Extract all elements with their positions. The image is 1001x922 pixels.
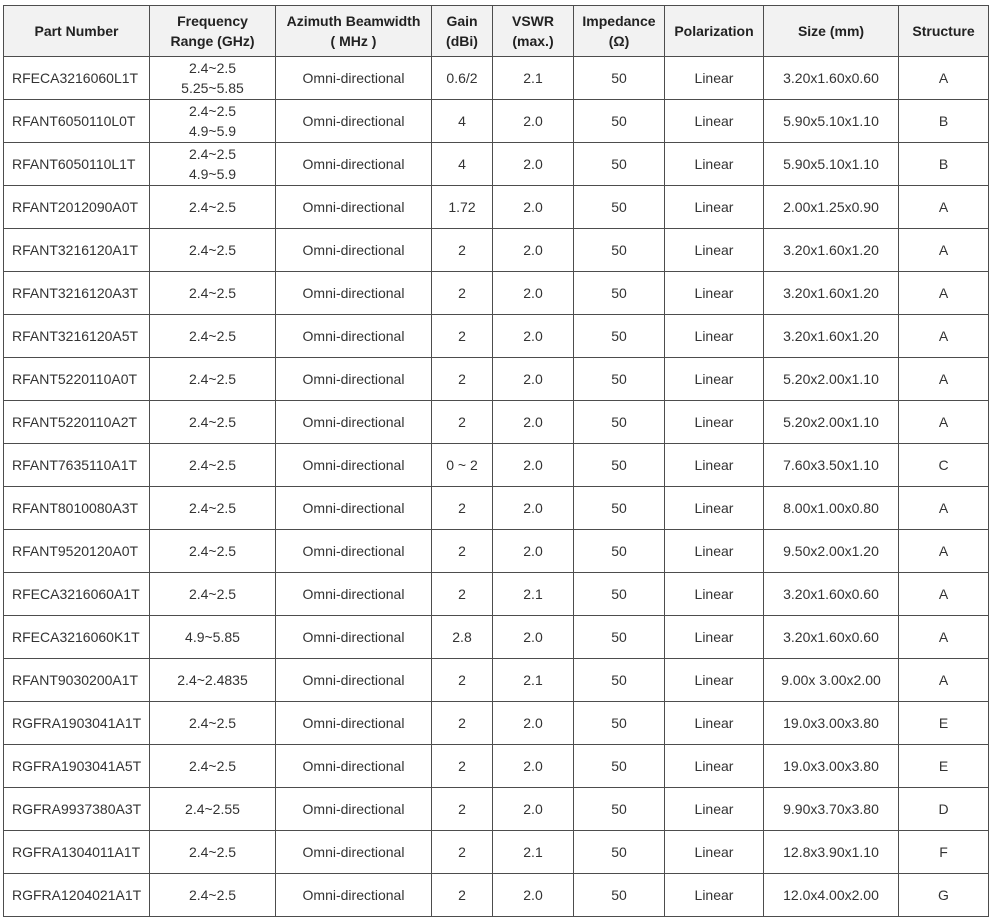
size-cell: 12.0x4.00x2.00 (764, 874, 899, 917)
polarization-cell: Linear (665, 272, 764, 315)
structure-cell: A (899, 401, 989, 444)
structure-cell: D (899, 788, 989, 831)
gain-cell: 2 (432, 573, 493, 616)
vswr-cell: 2.1 (493, 831, 574, 874)
beamwidth-cell: Omni-directional (276, 788, 432, 831)
header-vswr-line: (max.) (512, 33, 554, 49)
header-size-line: Size (mm) (797, 23, 865, 39)
polarization-cell: Linear (665, 831, 764, 874)
part-number-cell: RGFRA1204021A1T (4, 874, 150, 917)
frequency-band: 2.4~2.5 (188, 457, 237, 473)
frequency-band: 2.4~2.5 (188, 146, 237, 162)
size-cell: 3.20x1.60x1.20 (764, 272, 899, 315)
beamwidth-cell: Omni-directional (276, 874, 432, 917)
part-number-cell: RFECA3216060K1T (4, 616, 150, 659)
beamwidth-cell: Omni-directional (276, 358, 432, 401)
frequency-cell (150, 530, 276, 573)
impedance-cell: 50 (574, 57, 665, 100)
frequency-band: 4.9~5.9 (188, 166, 237, 182)
part-number-cell: RFANT9520120A0T (4, 530, 150, 573)
frequency-cell (150, 358, 276, 401)
polarization-cell: Linear (665, 745, 764, 788)
frequency-cell (150, 444, 276, 487)
size-cell: 5.20x2.00x1.10 (764, 401, 899, 444)
polarization-cell: Linear (665, 229, 764, 272)
beamwidth-cell: Omni-directional (276, 530, 432, 573)
size-cell: 5.20x2.00x1.10 (764, 358, 899, 401)
impedance-cell: 50 (574, 358, 665, 401)
gain-cell: 2 (432, 745, 493, 788)
table-row (4, 573, 989, 616)
frequency-band: 2.4~2.5 (188, 328, 237, 344)
beamwidth-cell: Omni-directional (276, 745, 432, 788)
impedance-cell: 50 (574, 229, 665, 272)
table-row (4, 487, 989, 530)
impedance-cell: 50 (574, 487, 665, 530)
header-structure (899, 6, 989, 57)
table-row (4, 272, 989, 315)
header-polarization-line: Polarization (674, 23, 754, 39)
structure-cell: A (899, 573, 989, 616)
structure-cell: A (899, 57, 989, 100)
part-number-cell: RFANT7635110A1T (4, 444, 150, 487)
beamwidth-cell: Omni-directional (276, 229, 432, 272)
vswr-cell: 2.0 (493, 745, 574, 788)
frequency-cell (150, 745, 276, 788)
vswr-cell: 2.0 (493, 702, 574, 745)
size-cell: 3.20x1.60x1.20 (764, 229, 899, 272)
frequency-band: 2.4~2.5 (188, 103, 237, 119)
header-azimuth-beamwidth (276, 6, 432, 57)
impedance-cell: 50 (574, 186, 665, 229)
beamwidth-cell: Omni-directional (276, 272, 432, 315)
frequency-cell (150, 186, 276, 229)
header-vswr (493, 6, 574, 57)
gain-cell: 2 (432, 401, 493, 444)
frequency-band: 2.4~2.5 (188, 199, 237, 215)
vswr-cell: 2.0 (493, 143, 574, 186)
vswr-cell: 2.0 (493, 229, 574, 272)
polarization-cell: Linear (665, 530, 764, 573)
impedance-cell: 50 (574, 444, 665, 487)
impedance-cell: 50 (574, 272, 665, 315)
beamwidth-cell: Omni-directional (276, 573, 432, 616)
frequency-band: 4.9~5.9 (188, 123, 237, 139)
frequency-band: 2.4~2.5 (188, 414, 237, 430)
frequency-cell (150, 659, 276, 702)
table-row (4, 702, 989, 745)
impedance-cell: 50 (574, 401, 665, 444)
table-row (4, 401, 989, 444)
size-cell: 9.00x 3.00x2.00 (764, 659, 899, 702)
size-cell: 12.8x3.90x1.10 (764, 831, 899, 874)
structure-cell: A (899, 659, 989, 702)
part-number-cell: RFANT6050110L0T (4, 100, 150, 143)
frequency-band: 2.4~2.5 (188, 500, 237, 516)
size-cell: 3.20x1.60x1.20 (764, 315, 899, 358)
beamwidth-cell: Omni-directional (276, 487, 432, 530)
beamwidth-cell: Omni-directional (276, 315, 432, 358)
impedance-cell: 50 (574, 616, 665, 659)
impedance-cell: 50 (574, 788, 665, 831)
frequency-band: 2.4~2.5 (188, 543, 237, 559)
frequency-band: 5.25~5.85 (181, 80, 244, 96)
vswr-cell: 2.1 (493, 659, 574, 702)
polarization-cell: Linear (665, 444, 764, 487)
beamwidth-cell: Omni-directional (276, 57, 432, 100)
gain-cell: 4 (432, 143, 493, 186)
header-azimuth-beamwidth-line: ( MHz ) (330, 33, 377, 49)
table-row (4, 229, 989, 272)
header-impedance-line: Impedance (582, 13, 656, 29)
table-row (4, 315, 989, 358)
beamwidth-cell: Omni-directional (276, 401, 432, 444)
vswr-cell: 2.0 (493, 358, 574, 401)
beamwidth-cell: Omni-directional (276, 659, 432, 702)
part-number-cell: RGFRA1903041A1T (4, 702, 150, 745)
gain-cell: 2 (432, 874, 493, 917)
table-row (4, 100, 989, 143)
gain-cell: 2 (432, 702, 493, 745)
structure-cell: A (899, 186, 989, 229)
header-part-number-line: Part Number (34, 23, 119, 39)
gain-cell: 2 (432, 659, 493, 702)
impedance-cell: 50 (574, 702, 665, 745)
gain-cell: 2 (432, 487, 493, 530)
header-gain-line: Gain (446, 13, 478, 29)
part-number-cell: RFANT3216120A3T (4, 272, 150, 315)
frequency-cell (150, 788, 276, 831)
part-number-cell: RFANT5220110A2T (4, 401, 150, 444)
header-frequency-range-line: Frequency (177, 13, 248, 29)
polarization-cell: Linear (665, 358, 764, 401)
header-part-number (4, 6, 150, 57)
beamwidth-cell: Omni-directional (276, 444, 432, 487)
size-cell: 19.0x3.00x3.80 (764, 745, 899, 788)
table-row (4, 358, 989, 401)
gain-cell: 0 ~ 2 (432, 444, 493, 487)
gain-cell: 4 (432, 100, 493, 143)
size-cell: 7.60x3.50x1.10 (764, 444, 899, 487)
gain-cell: 2 (432, 229, 493, 272)
table-row (4, 831, 989, 874)
gain-cell: 2 (432, 272, 493, 315)
frequency-cell (150, 616, 276, 659)
vswr-cell: 2.0 (493, 100, 574, 143)
header-polarization (665, 6, 764, 57)
vswr-cell: 2.1 (493, 573, 574, 616)
part-number-cell: RFECA3216060L1T (4, 57, 150, 100)
vswr-cell: 2.1 (493, 57, 574, 100)
header-structure-line: Structure (912, 23, 975, 39)
frequency-band: 2.4~2.5 (188, 715, 237, 731)
frequency-band: 2.4~2.5 (188, 285, 237, 301)
table-row (4, 530, 989, 573)
polarization-cell: Linear (665, 616, 764, 659)
gain-cell: 2 (432, 315, 493, 358)
header-gain (432, 6, 493, 57)
frequency-cell (150, 702, 276, 745)
size-cell: 5.90x5.10x1.10 (764, 143, 899, 186)
vswr-cell: 2.0 (493, 272, 574, 315)
impedance-cell: 50 (574, 315, 665, 358)
part-number-cell: RGFRA1304011A1T (4, 831, 150, 874)
frequency-cell (150, 272, 276, 315)
vswr-cell: 2.0 (493, 444, 574, 487)
frequency-band: 2.4~2.4835 (177, 672, 248, 688)
vswr-cell: 2.0 (493, 616, 574, 659)
structure-cell: A (899, 315, 989, 358)
part-number-cell: RFANT9030200A1T (4, 659, 150, 702)
polarization-cell: Linear (665, 874, 764, 917)
vswr-cell: 2.0 (493, 874, 574, 917)
impedance-cell: 50 (574, 874, 665, 917)
header-frequency-range-line: Range (GHz) (170, 33, 255, 49)
table-row (4, 659, 989, 702)
structure-cell: E (899, 745, 989, 788)
header-impedance (574, 6, 665, 57)
structure-cell: A (899, 229, 989, 272)
frequency-cell (150, 874, 276, 917)
frequency-cell (150, 315, 276, 358)
frequency-cell (150, 143, 276, 186)
header-impedance-line: (Ω) (608, 33, 630, 49)
beamwidth-cell: Omni-directional (276, 186, 432, 229)
frequency-band: 2.4~2.5 (188, 586, 237, 602)
frequency-cell (150, 401, 276, 444)
header-azimuth-beamwidth-line: Azimuth Beamwidth (286, 13, 421, 29)
impedance-cell: 50 (574, 530, 665, 573)
vswr-cell: 2.0 (493, 315, 574, 358)
polarization-cell: Linear (665, 401, 764, 444)
frequency-cell (150, 100, 276, 143)
structure-cell: E (899, 702, 989, 745)
frequency-band: 2.4~2.5 (188, 242, 237, 258)
impedance-cell: 50 (574, 100, 665, 143)
header-vswr-line: VSWR (512, 13, 554, 29)
vswr-cell: 2.0 (493, 401, 574, 444)
polarization-cell: Linear (665, 702, 764, 745)
frequency-band: 2.4~2.5 (188, 371, 237, 387)
table-row (4, 57, 989, 100)
part-number-cell: RFANT6050110L1T (4, 143, 150, 186)
table-row (4, 874, 989, 917)
structure-cell: C (899, 444, 989, 487)
gain-cell: 0.6/2 (432, 57, 493, 100)
frequency-cell (150, 57, 276, 100)
size-cell: 2.00x1.25x0.90 (764, 186, 899, 229)
size-cell: 3.20x1.60x0.60 (764, 57, 899, 100)
frequency-band: 4.9~5.85 (185, 629, 240, 645)
impedance-cell: 50 (574, 831, 665, 874)
size-cell: 5.90x5.10x1.10 (764, 100, 899, 143)
structure-cell: F (899, 831, 989, 874)
impedance-cell: 50 (574, 573, 665, 616)
size-cell: 19.0x3.00x3.80 (764, 702, 899, 745)
beamwidth-cell: Omni-directional (276, 831, 432, 874)
size-cell: 3.20x1.60x0.60 (764, 616, 899, 659)
part-number-cell: RFANT3216120A5T (4, 315, 150, 358)
impedance-cell: 50 (574, 745, 665, 788)
part-number-cell: RFANT3216120A1T (4, 229, 150, 272)
frequency-cell (150, 487, 276, 530)
part-number-cell: RFANT8010080A3T (4, 487, 150, 530)
gain-cell: 1.72 (432, 186, 493, 229)
beamwidth-cell: Omni-directional (276, 100, 432, 143)
structure-cell: G (899, 874, 989, 917)
structure-cell: B (899, 100, 989, 143)
impedance-cell: 50 (574, 659, 665, 702)
polarization-cell: Linear (665, 315, 764, 358)
table-row (4, 186, 989, 229)
part-number-cell: RGFRA9937380A3T (4, 788, 150, 831)
polarization-cell: Linear (665, 100, 764, 143)
vswr-cell: 2.0 (493, 487, 574, 530)
frequency-cell (150, 831, 276, 874)
frequency-band: 2.4~2.5 (188, 887, 237, 903)
polarization-cell: Linear (665, 659, 764, 702)
frequency-cell (150, 573, 276, 616)
size-cell: 3.20x1.60x0.60 (764, 573, 899, 616)
vswr-cell: 2.0 (493, 530, 574, 573)
structure-cell: A (899, 358, 989, 401)
frequency-band: 2.4~2.5 (188, 758, 237, 774)
table-row (4, 616, 989, 659)
gain-cell: 2 (432, 358, 493, 401)
frequency-band: 2.4~2.5 (188, 60, 237, 76)
polarization-cell: Linear (665, 788, 764, 831)
gain-cell: 2.8 (432, 616, 493, 659)
header-gain-line: (dBi) (446, 33, 478, 49)
impedance-cell: 50 (574, 143, 665, 186)
gain-cell: 2 (432, 788, 493, 831)
gain-cell: 2 (432, 831, 493, 874)
header-size (764, 6, 899, 57)
polarization-cell: Linear (665, 143, 764, 186)
antenna-spec-table (3, 5, 989, 917)
part-number-cell: RFECA3216060A1T (4, 573, 150, 616)
vswr-cell: 2.0 (493, 186, 574, 229)
frequency-band: 2.4~2.5 (188, 844, 237, 860)
table-row (4, 788, 989, 831)
polarization-cell: Linear (665, 57, 764, 100)
table-row (4, 143, 989, 186)
part-number-cell: RFANT2012090A0T (4, 186, 150, 229)
vswr-cell: 2.0 (493, 788, 574, 831)
size-cell: 8.00x1.00x0.80 (764, 487, 899, 530)
table-row (4, 444, 989, 487)
structure-cell: B (899, 143, 989, 186)
size-cell: 9.90x3.70x3.80 (764, 788, 899, 831)
polarization-cell: Linear (665, 573, 764, 616)
structure-cell: A (899, 530, 989, 573)
frequency-band: 2.4~2.55 (185, 801, 240, 817)
part-number-cell: RFANT5220110A0T (4, 358, 150, 401)
structure-cell: A (899, 616, 989, 659)
header-row (4, 6, 989, 57)
table-body (4, 57, 989, 917)
frequency-cell (150, 229, 276, 272)
part-number-cell: RGFRA1903041A5T (4, 745, 150, 788)
table-row (4, 745, 989, 788)
beamwidth-cell: Omni-directional (276, 702, 432, 745)
header-frequency-range (150, 6, 276, 57)
beamwidth-cell: Omni-directional (276, 616, 432, 659)
beamwidth-cell: Omni-directional (276, 143, 432, 186)
gain-cell: 2 (432, 530, 493, 573)
structure-cell: A (899, 487, 989, 530)
polarization-cell: Linear (665, 487, 764, 530)
structure-cell: A (899, 272, 989, 315)
polarization-cell: Linear (665, 186, 764, 229)
size-cell: 9.50x2.00x1.20 (764, 530, 899, 573)
